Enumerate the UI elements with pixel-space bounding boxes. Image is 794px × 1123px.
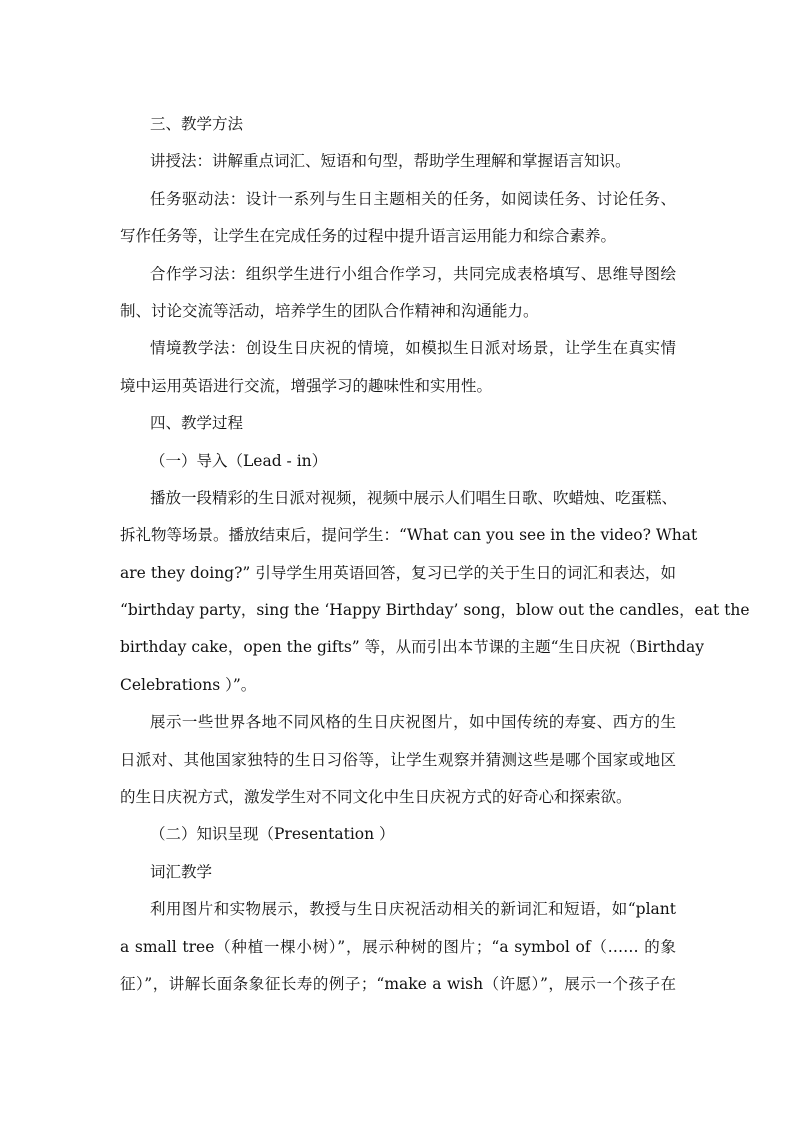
text-line: Celebrations ）”。 xyxy=(120,675,257,694)
text-line: 利用图片和实物展示，教授与生日庆祝活动相关的新词汇和短语，如“plant xyxy=(150,900,676,919)
text-line: 境中运用英语进行交流，增强学习的趣味性和实用性。 xyxy=(120,376,493,395)
text-line: a small tree（种植一棵小树）”，展示种树的图片；“a symbol of（…… 的象 xyxy=(120,937,676,956)
text-line: 日派对、其他国家独特的生日习俗等，让学生观察并猜测这些是哪个国家或地区 xyxy=(120,750,676,769)
text-line: 讲授法：讲解重点词汇、短语和句型，帮助学生理解和掌握语言知识。 xyxy=(150,152,631,171)
text-line: 制、讨论交流等活动，培养学生的团队合作精神和沟通能力。 xyxy=(120,301,539,320)
text-line: 情境教学法：创设生日庆祝的情境，如模拟生日派对场景，让学生在真实情 xyxy=(150,339,676,358)
text-line: 合作学习法：组织学生进行小组合作学习，共同完成表格填写、思维导图绘 xyxy=(150,264,676,283)
text-line: 展示一些世界各地不同风格的生日庆祝图片，如中国传统的寿宴、西方的生 xyxy=(150,713,676,732)
text-line: 拆礼物等场景。播放结束后，提问学生：“What can you see in the video? What xyxy=(120,526,698,545)
document-body xyxy=(120,106,750,1003)
text-line: 四、教学过程 xyxy=(150,414,244,433)
text-line: birthday cake，open the gifts” 等，从而引出本节课的主题“生日庆祝（Birthday xyxy=(120,638,704,657)
text-line: 的生日庆祝方式，激发学生对不同文化中生日庆祝方式的好奇心和探索欲。 xyxy=(120,788,632,807)
text-line: 词汇教学 xyxy=(150,862,213,881)
text-line: 写作任务等，让学生在完成任务的过程中提升语言运用能力和综合素养。 xyxy=(120,227,617,246)
text-line: are they doing?” 引导学生用英语回答，复习已学的关于生日的词汇和表达，如 xyxy=(120,563,676,582)
text-line: 播放一段精彩的生日派对视频，视频中展示人们唱生日歌、吹蜡烛、吃蛋糕、 xyxy=(150,488,678,507)
text-line: “birthday party，sing the ‘Happy Birthday’ song，blow out the candles，eat the xyxy=(120,601,750,620)
text-line: 任务驱动法：设计一系列与生日主题相关的任务，如阅读任务、讨论任务、 xyxy=(150,189,676,208)
text-line: 征）”，讲解长面条象征长寿的例子；“make a wish（许愿）”，展示一个孩子在 xyxy=(120,974,676,993)
text-line: （二）知识呈现（Presentation ） xyxy=(150,825,395,844)
text-line: 三、教学方法 xyxy=(150,115,244,133)
text-line: （一）导入（Lead - in） xyxy=(150,451,328,470)
